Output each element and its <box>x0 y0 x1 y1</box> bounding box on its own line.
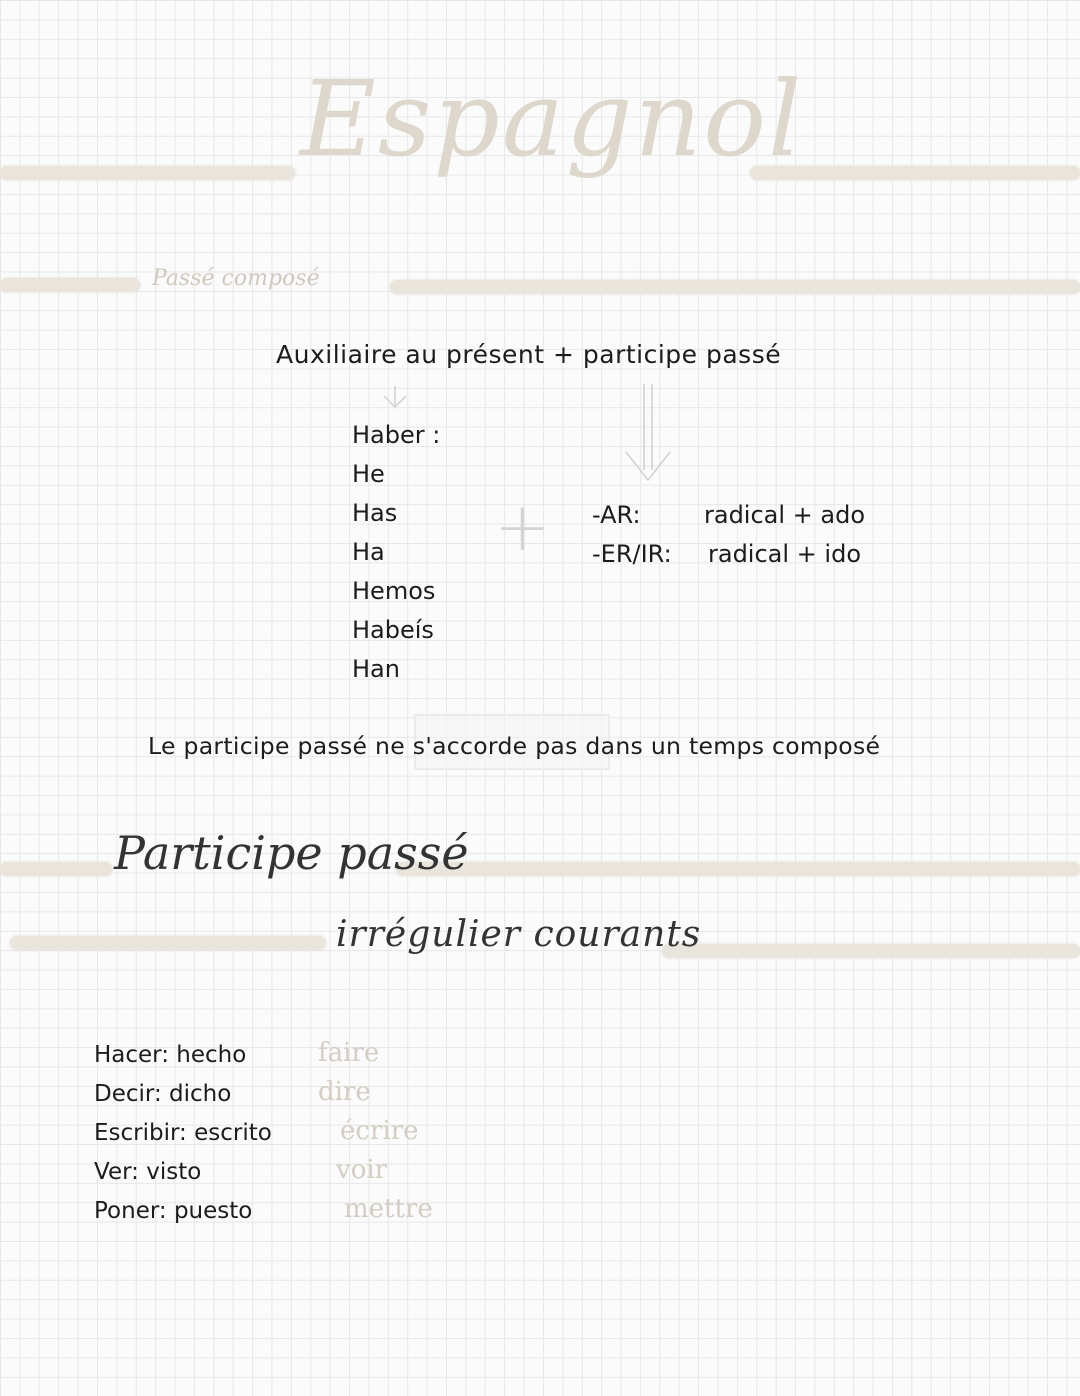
haber-form: Hemos <box>352 577 436 605</box>
haber-heading: Haber : <box>352 421 441 449</box>
ending-rule: radical + ido <box>708 540 861 568</box>
ending-group: -ER/IR: <box>592 540 672 568</box>
list-item: Escribir: escrito <box>94 1120 272 1146</box>
title-underline-left <box>0 166 295 180</box>
haber-form: Han <box>352 655 400 683</box>
irregular-title-2: irrégulier courants <box>336 914 702 955</box>
ending-er-ir <box>592 535 912 574</box>
formula: Auxiliaire au présent + participe passé <box>276 340 782 369</box>
haber-form: Ha <box>352 538 385 566</box>
ending-group: -AR: <box>592 501 641 529</box>
ending-rule: radical + ado <box>704 501 866 529</box>
irregular-title-1: Participe passé <box>114 826 469 880</box>
irregular-list <box>94 1036 272 1231</box>
list-item: faire <box>318 1038 380 1068</box>
list-item: dire <box>318 1077 371 1107</box>
heading-underline-left <box>0 862 112 876</box>
arrow-down-icon <box>622 380 672 490</box>
plus-sign: + <box>494 488 551 567</box>
list-item: écrire <box>340 1116 419 1146</box>
list-item: Decir: dicho <box>94 1081 232 1107</box>
heading-underline-right <box>396 862 1080 876</box>
haber-form: He <box>352 460 385 488</box>
list-item: voir <box>336 1155 388 1185</box>
subheading-underline-right <box>662 944 1080 958</box>
page-title: Espagnol <box>300 58 804 180</box>
french-translations <box>318 1034 433 1229</box>
list-item: Poner: puesto <box>94 1198 253 1224</box>
haber-form: Habeís <box>352 616 434 644</box>
list-item: mettre <box>344 1194 433 1224</box>
section-underline-right <box>390 280 1080 294</box>
subheading-underline-left <box>10 936 326 950</box>
ending-ar <box>592 496 912 535</box>
list-item: Ver: visto <box>94 1159 202 1185</box>
section-underline-left <box>0 278 140 292</box>
section-label: Passé composé <box>152 266 320 291</box>
list-item: Hacer: hecho <box>94 1042 247 1068</box>
haber-conjugation <box>352 416 440 689</box>
haber-form: Has <box>352 499 398 527</box>
rule-note: Le participe passé ne s'accorde pas dans un temps composé <box>148 732 881 760</box>
arrow-down-icon <box>380 386 410 410</box>
